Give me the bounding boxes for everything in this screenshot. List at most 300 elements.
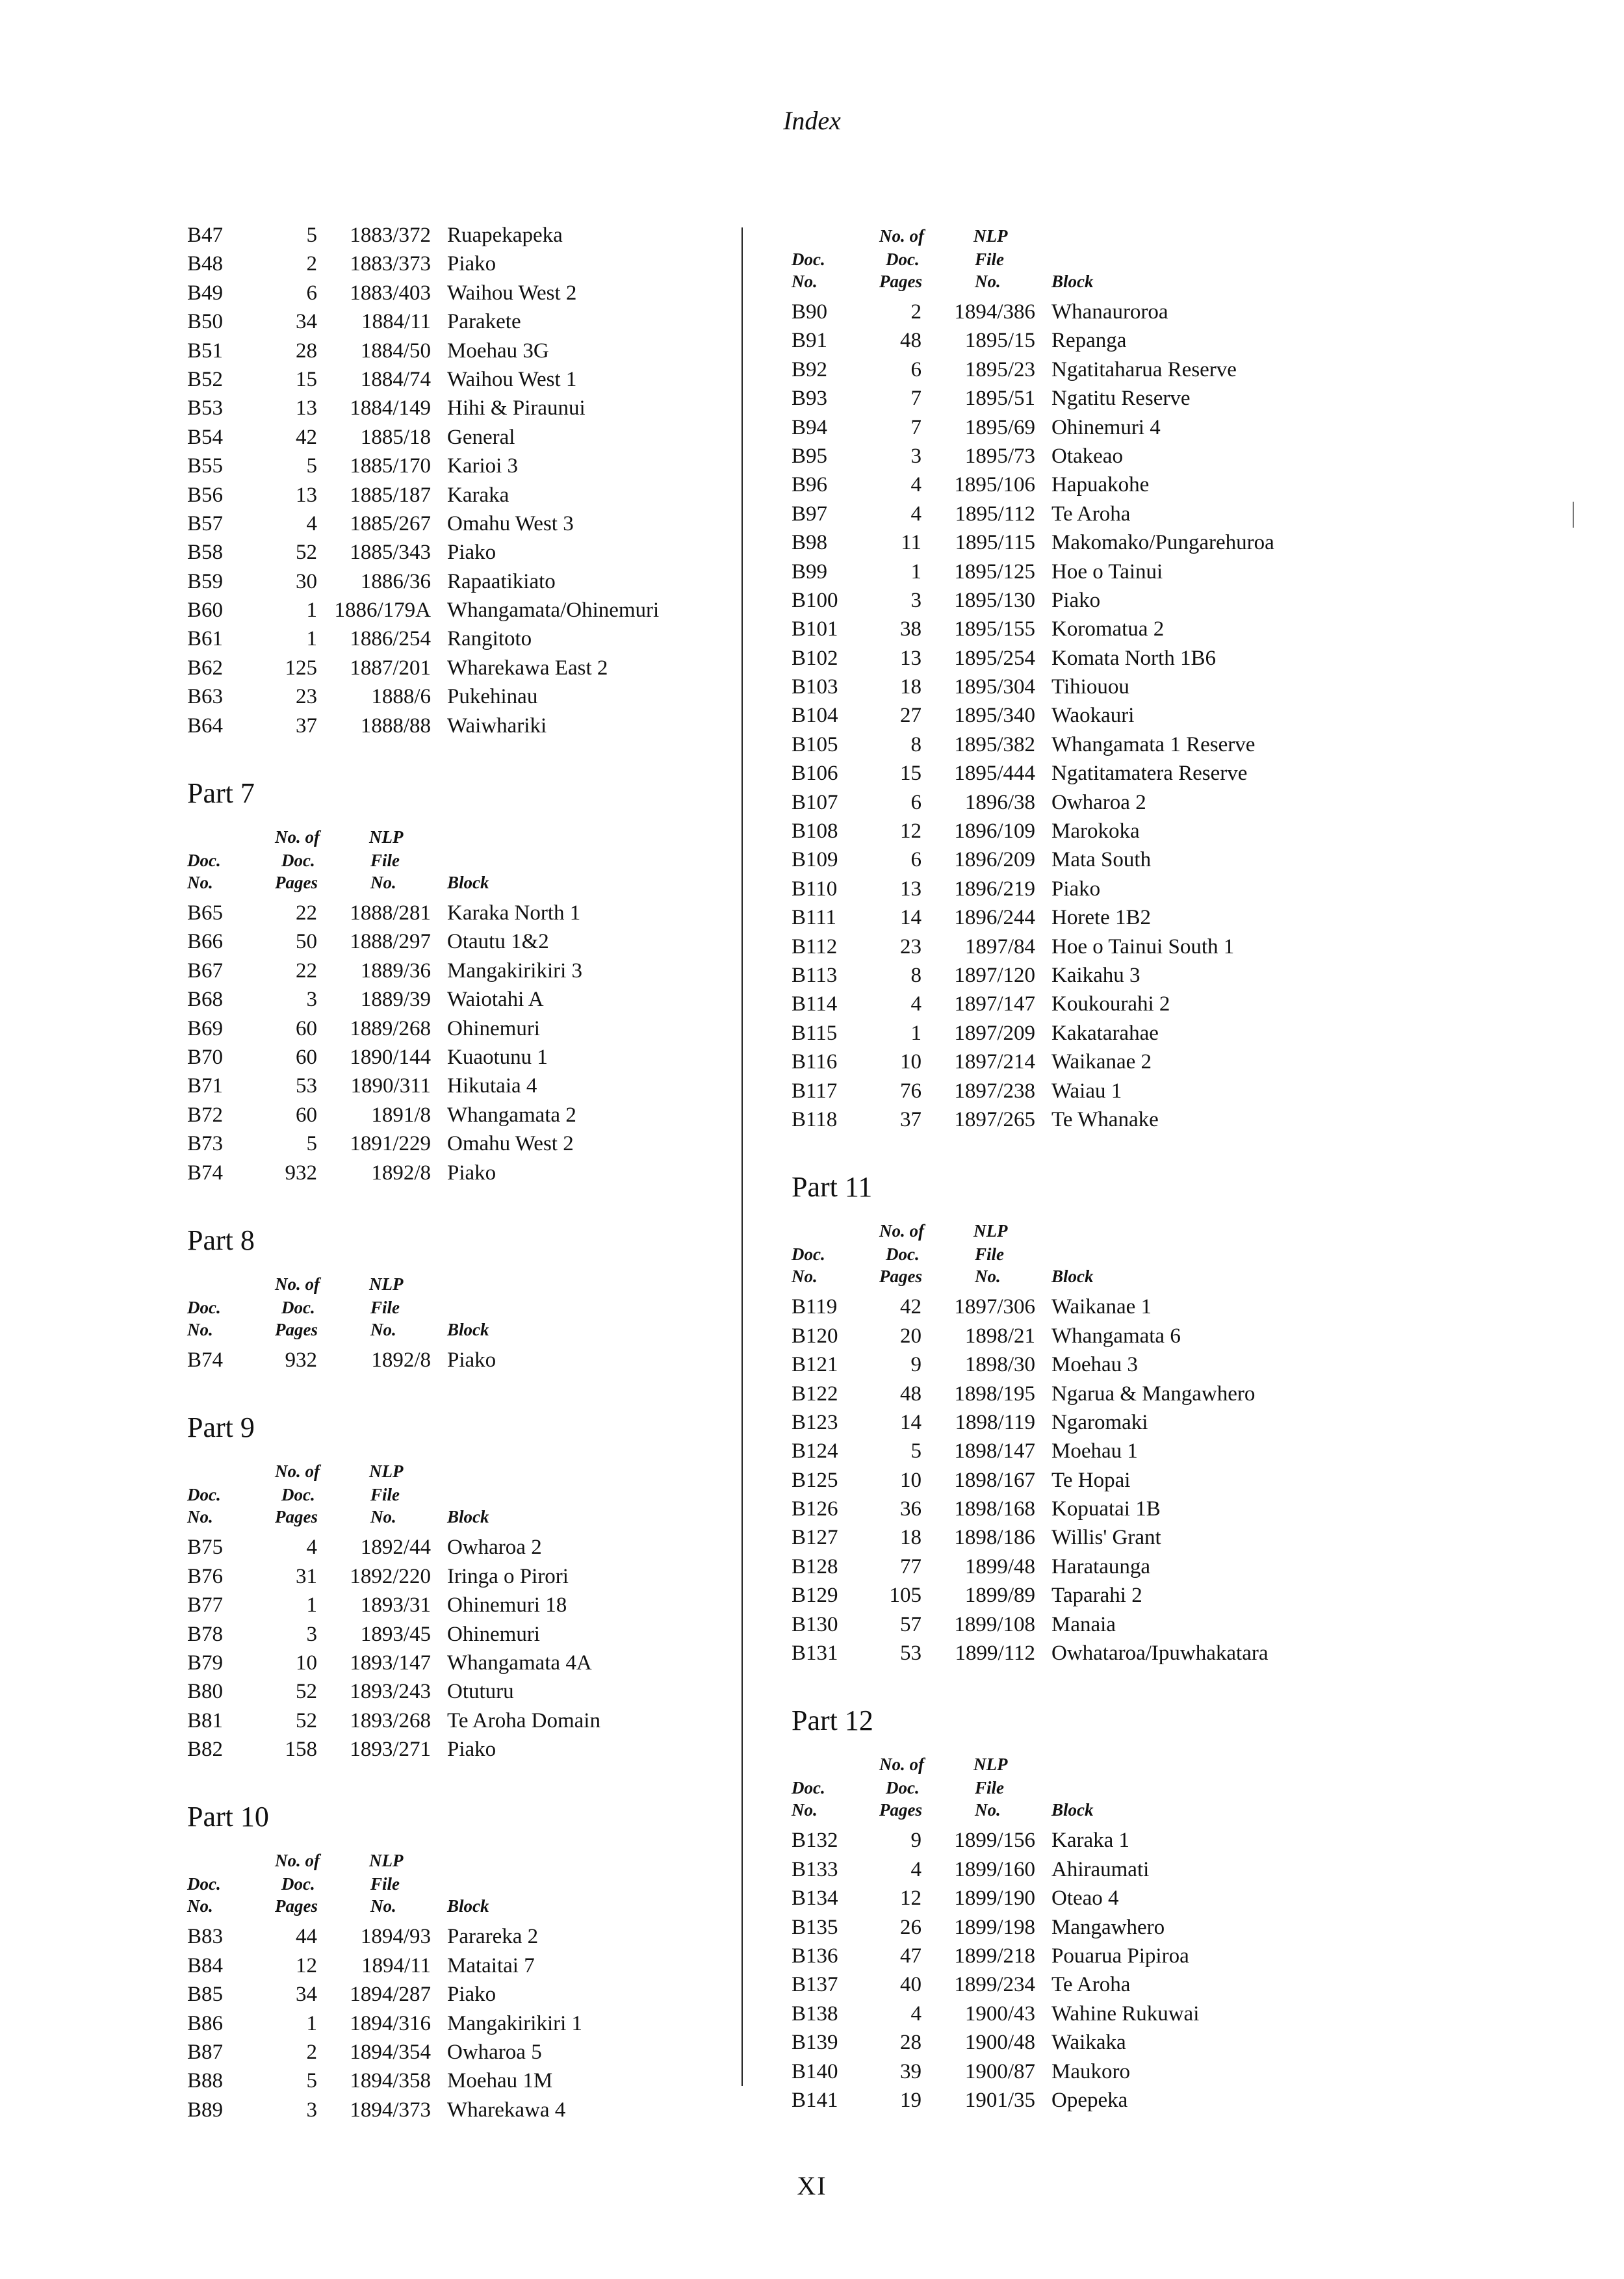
block-name: Hoe o Tainui South 1	[1051, 934, 1235, 959]
table-row	[792, 413, 1376, 442]
block-name: Rapaatikiato	[447, 569, 556, 593]
header-pages: Pages	[275, 873, 318, 893]
left-column	[187, 221, 720, 2124]
page-count: 18	[900, 1526, 922, 1550]
doc-number: B124	[792, 1439, 838, 1463]
file-number: 1901/35	[964, 2088, 1035, 2112]
page-count: 44	[296, 1925, 317, 1949]
doc-number: B127	[792, 1526, 838, 1550]
header-pages: No. of	[275, 1851, 320, 1871]
doc-number: B72	[187, 1103, 224, 1127]
doc-number: B123	[792, 1410, 838, 1434]
page-count: 60	[296, 1045, 317, 1069]
header-doc: No.	[792, 1267, 818, 1287]
block-name: Hapuakohe	[1051, 473, 1150, 497]
block-name: Parareka 2	[447, 1925, 539, 1949]
file-number: 1884/11	[361, 310, 431, 334]
page-count: 158	[285, 1738, 317, 1762]
page-count: 13	[900, 646, 922, 670]
table-row	[792, 1970, 1376, 1999]
block-name: Ngatitamatera Reserve	[1051, 762, 1248, 786]
page-count: 52	[296, 541, 317, 565]
file-number: 1895/15	[964, 329, 1035, 353]
block-name: Owhataroa/Ipuwhakatara	[1051, 1642, 1269, 1666]
block-name: Pouarua Pipiroa	[1051, 1944, 1189, 1968]
header-pages: No. of	[879, 226, 924, 246]
file-number: 1895/382	[954, 732, 1035, 756]
block-name: General	[447, 425, 515, 449]
page-count: 27	[900, 704, 922, 728]
index-list	[792, 1293, 1376, 1667]
table-row	[792, 586, 1376, 615]
file-number: 1895/125	[954, 560, 1035, 584]
block-name: Mangakirikiri 3	[447, 959, 583, 983]
table-row	[792, 1610, 1376, 1639]
doc-number: B111	[792, 906, 837, 930]
header-file: No.	[975, 1267, 1001, 1287]
file-number: 1895/155	[954, 617, 1035, 641]
doc-number: B112	[792, 934, 838, 959]
header-pages: Doc.	[281, 1297, 315, 1317]
block-name: Karaka 1	[1051, 1829, 1130, 1853]
table-row	[792, 1019, 1376, 1048]
page-count: 13	[296, 483, 317, 507]
block-name: Waiotahi A	[447, 988, 544, 1012]
file-number: 1883/403	[350, 281, 431, 305]
header-doc: No.	[792, 1800, 818, 1820]
section-title: Part 8	[187, 1224, 255, 1256]
page-count: 28	[900, 2031, 922, 2055]
page-count: 52	[296, 1708, 317, 1732]
doc-number: B83	[187, 1925, 224, 1949]
table-row	[187, 1043, 720, 1072]
file-number: 1892/8	[371, 1161, 431, 1185]
block-name: Waihou West 2	[447, 281, 577, 305]
table-row	[187, 538, 720, 567]
file-number: 1894/287	[350, 1983, 431, 2007]
table-row	[187, 452, 720, 480]
table-row	[792, 2000, 1376, 2028]
column-header	[792, 1207, 1376, 1293]
doc-number: B91	[792, 329, 828, 353]
table-row	[187, 712, 720, 740]
file-number: 1891/8	[371, 1103, 431, 1127]
block-name: Omahu West 2	[447, 1132, 574, 1156]
file-number: 1886/179A	[334, 599, 431, 623]
doc-number: B49	[187, 281, 224, 305]
block-name: Oteao 4	[1051, 1886, 1119, 1911]
block-name: Taparahi 2	[1051, 1584, 1142, 1608]
doc-number: B96	[792, 473, 828, 497]
file-number: 1885/170	[350, 454, 431, 478]
file-number: 1895/115	[955, 531, 1035, 555]
page-count: 6	[910, 357, 922, 381]
file-number: 1894/316	[350, 2011, 431, 2035]
table-row	[187, 682, 720, 711]
page-count: 42	[296, 425, 317, 449]
block-name: Willis' Grant	[1051, 1526, 1161, 1550]
block-name: Makomako/Pungarehuroa	[1051, 531, 1274, 555]
table-row	[187, 221, 720, 250]
file-number: 1900/48	[964, 2031, 1035, 2055]
section-title: Part 11	[792, 1171, 873, 1204]
block-name: Parakete	[447, 310, 521, 334]
index-list	[187, 221, 720, 740]
index-list	[187, 899, 720, 1187]
doc-number: B135	[792, 1915, 838, 1939]
table-row	[187, 1562, 720, 1591]
index-list	[792, 1826, 1376, 2115]
doc-number: B138	[792, 2002, 838, 2026]
table-row	[792, 1523, 1376, 1552]
page-count: 28	[296, 339, 317, 363]
table-row	[187, 567, 720, 596]
page-count: 2	[306, 2041, 317, 2065]
doc-number: B65	[187, 901, 224, 925]
doc-number: B67	[187, 959, 224, 983]
doc-number: B136	[792, 1944, 838, 1968]
page-count: 47	[900, 1944, 922, 1968]
block-name: Hoe o Tainui	[1051, 560, 1163, 584]
block-name: Owharoa 2	[1051, 790, 1146, 814]
doc-number: B77	[187, 1593, 224, 1617]
header-file: File	[370, 851, 400, 871]
header-doc: Doc.	[792, 250, 825, 269]
file-number: 1898/30	[964, 1353, 1035, 1377]
table-row	[187, 365, 720, 394]
table-row	[792, 384, 1376, 413]
table-row	[792, 528, 1376, 557]
table-row	[792, 2028, 1376, 2057]
file-number: 1885/187	[350, 483, 431, 507]
file-number: 1894/373	[350, 2098, 431, 2122]
file-number: 1897/209	[954, 1021, 1035, 1045]
file-number: 1890/144	[350, 1045, 431, 1069]
table-row	[792, 2057, 1376, 2086]
file-number: 1884/149	[350, 396, 431, 420]
block-name: Mata South	[1051, 848, 1152, 872]
doc-number: B132	[792, 1829, 838, 1853]
table-row	[792, 500, 1376, 528]
page-count: 14	[900, 906, 922, 930]
page-count: 40	[900, 1973, 922, 1997]
file-number: 1884/50	[360, 339, 431, 363]
file-number: 1893/45	[360, 1622, 431, 1646]
file-number: 1885/18	[360, 425, 431, 449]
page-count: 57	[900, 1612, 922, 1636]
table-row	[792, 1048, 1376, 1076]
page-count: 4	[306, 511, 317, 535]
page-count: 48	[900, 329, 922, 353]
doc-number: B74	[187, 1161, 224, 1185]
file-number: 1893/268	[350, 1708, 431, 1732]
file-number: 1889/39	[360, 988, 431, 1012]
file-number: 1888/6	[371, 685, 431, 709]
block-name: Owharoa 2	[447, 1536, 542, 1560]
file-number: 1894/386	[954, 300, 1035, 324]
file-number: 1896/209	[954, 848, 1035, 872]
table-row	[792, 1350, 1376, 1379]
block-name: Piako	[1051, 588, 1101, 612]
doc-number: B71	[187, 1074, 224, 1098]
header-block: Block	[447, 1896, 489, 1916]
block-name: Ohinemuri 18	[447, 1593, 567, 1617]
page-count: 15	[296, 367, 317, 391]
block-name: Kakatarahae	[1051, 1021, 1159, 1045]
block-name: Waokauri	[1051, 704, 1135, 728]
table-row	[792, 730, 1376, 759]
page-count: 1	[306, 599, 317, 623]
file-number: 1892/220	[350, 1564, 431, 1588]
page-count: 105	[889, 1584, 922, 1608]
table-row	[187, 307, 720, 336]
header-file: No.	[370, 1319, 396, 1339]
doc-number: B103	[792, 675, 838, 699]
doc-number: B110	[792, 877, 838, 901]
file-number: 1896/219	[954, 877, 1035, 901]
header-pages: Pages	[879, 1267, 922, 1287]
table-row	[187, 2009, 720, 2038]
block-name: Karioi 3	[447, 454, 519, 478]
page-count: 22	[296, 901, 317, 925]
block-name: Koukourahi 2	[1051, 992, 1170, 1016]
block-name: Ngatitaharua Reserve	[1051, 357, 1237, 381]
page-count: 37	[296, 714, 317, 738]
section-title: Part 12	[792, 1705, 873, 1737]
page-count: 20	[900, 1324, 922, 1348]
file-number: 1900/43	[964, 2002, 1035, 2026]
page-count: 4	[306, 1536, 317, 1560]
file-number: 1898/195	[954, 1382, 1035, 1406]
doc-number: B88	[187, 2069, 224, 2093]
page-count: 5	[306, 2069, 317, 2093]
header-file: NLP	[973, 226, 1008, 246]
file-number: 1891/229	[350, 1132, 431, 1156]
page-count: 7	[910, 415, 922, 439]
page-count: 12	[296, 1953, 317, 1977]
block-name: Te Hopai	[1051, 1468, 1131, 1492]
section-title: Part 7	[187, 777, 255, 810]
doc-number: B98	[792, 531, 828, 555]
header-pages: Pages	[879, 1800, 922, 1820]
block-name: Kuaotunu 1	[447, 1045, 548, 1069]
header-pages: No. of	[275, 1274, 320, 1294]
page-count: 36	[900, 1497, 922, 1521]
column-header	[187, 813, 720, 899]
page-count: 23	[296, 685, 317, 709]
page-count: 5	[306, 454, 317, 478]
doc-number: B74	[187, 1348, 224, 1372]
table-row	[187, 1014, 720, 1043]
doc-number: B140	[792, 2059, 838, 2083]
file-number: 1894/93	[360, 1925, 431, 1949]
table-row	[187, 1951, 720, 1980]
table-row	[792, 990, 1376, 1018]
table-row	[792, 1884, 1376, 1912]
doc-number: B128	[792, 1554, 838, 1578]
doc-number: B87	[187, 2041, 224, 2065]
file-number: 1893/243	[350, 1680, 431, 1704]
page-count: 12	[900, 1886, 922, 1911]
block-name: Iringa o Pirori	[447, 1564, 569, 1588]
table-row	[187, 1129, 720, 1158]
block-name: Ohinemuri 4	[1051, 415, 1161, 439]
table-row	[187, 337, 720, 365]
doc-number: B106	[792, 762, 838, 786]
file-number: 1897/265	[954, 1107, 1035, 1131]
doc-number: B64	[187, 714, 224, 738]
page-count: 8	[910, 963, 922, 987]
file-number: 1895/73	[964, 444, 1035, 468]
block-name: Whangamata 4A	[447, 1651, 592, 1675]
table-row	[792, 1408, 1376, 1437]
block-name: Karaka	[447, 483, 509, 507]
doc-number: B47	[187, 224, 224, 247]
block-name: Koromatua 2	[1051, 617, 1165, 641]
file-number: 1898/167	[954, 1468, 1035, 1492]
block-name: Otakeao	[1051, 444, 1123, 468]
header-file: No.	[370, 873, 396, 893]
file-number: 1898/21	[964, 1324, 1035, 1348]
doc-number: B101	[792, 617, 838, 641]
page-count: 13	[296, 396, 317, 420]
block-name: Hikutaia 4	[447, 1074, 537, 1098]
file-number: 1895/69	[964, 415, 1035, 439]
table-row	[187, 957, 720, 985]
table-row	[792, 1437, 1376, 1465]
doc-number: B48	[187, 252, 224, 276]
header-doc: No.	[792, 272, 818, 291]
table-row	[792, 1942, 1376, 1970]
block-name: Ngatitu Reserve	[1051, 387, 1191, 411]
table-row	[187, 1533, 720, 1562]
doc-number: B52	[187, 367, 224, 391]
page-count: 3	[306, 1622, 317, 1646]
block-name: Repanga	[1051, 329, 1127, 353]
file-number: 1899/198	[954, 1915, 1035, 1939]
doc-number: B126	[792, 1497, 838, 1521]
doc-number: B119	[792, 1295, 838, 1319]
table-row	[792, 845, 1376, 874]
file-number: 1884/74	[360, 367, 431, 391]
header-doc: Doc.	[187, 851, 221, 871]
file-number: 1895/340	[954, 704, 1035, 728]
doc-number: B95	[792, 444, 828, 468]
page-count: 23	[900, 934, 922, 959]
file-number: 1883/373	[350, 252, 431, 276]
page-count: 30	[296, 569, 317, 593]
doc-number: B54	[187, 425, 224, 449]
table-row	[187, 596, 720, 624]
table-row	[187, 394, 720, 422]
file-number: 1885/343	[350, 541, 431, 565]
page-count: 26	[900, 1915, 922, 1939]
file-number: 1899/190	[954, 1886, 1035, 1911]
file-number: 1890/311	[350, 1074, 431, 1098]
page-count: 42	[900, 1295, 922, 1319]
page-count: 1	[306, 2011, 317, 2035]
block-name: Piako	[447, 1738, 496, 1762]
doc-number: B116	[792, 1050, 838, 1074]
table-row	[187, 1346, 720, 1374]
table-row	[792, 1293, 1376, 1321]
header-block: Block	[447, 873, 489, 893]
header-doc: No.	[187, 1507, 213, 1527]
table-row	[792, 701, 1376, 730]
doc-number: B115	[792, 1021, 838, 1045]
table-row	[187, 2067, 720, 2095]
doc-number: B90	[792, 300, 828, 324]
table-row	[792, 442, 1376, 470]
index-list	[187, 1346, 720, 1374]
block-name: Moehau 3G	[447, 339, 549, 363]
block-name: Piako	[447, 252, 496, 276]
header-pages: No. of	[275, 1461, 320, 1482]
block-name: Waikanae 2	[1051, 1050, 1152, 1074]
page-count: 1	[306, 627, 317, 651]
doc-number: B133	[792, 1857, 838, 1881]
table-row	[792, 355, 1376, 384]
page-count: 39	[900, 2059, 922, 2083]
page-count: 8	[910, 732, 922, 756]
doc-number: B92	[792, 357, 828, 381]
file-number: 1895/254	[954, 646, 1035, 670]
header-pages: No. of	[879, 1221, 924, 1241]
table-row	[792, 673, 1376, 701]
doc-number: B78	[187, 1622, 224, 1646]
file-number: 1900/87	[964, 2059, 1035, 2083]
block-name: Pukehinau	[447, 685, 538, 709]
table-row	[792, 817, 1376, 845]
block-name: Whangamata/Ohinemuri	[447, 599, 660, 623]
file-number: 1897/84	[964, 934, 1035, 959]
doc-number: B56	[187, 483, 224, 507]
table-row	[187, 250, 720, 278]
table-row	[792, 1466, 1376, 1495]
block-name: Hihi & Piraunui	[447, 396, 586, 420]
page-count: 34	[296, 310, 317, 334]
file-number: 1895/23	[964, 357, 1035, 381]
page-number: XI	[797, 2171, 827, 2200]
page-count: 4	[910, 992, 922, 1016]
doc-number: B104	[792, 704, 838, 728]
table-row	[792, 615, 1376, 643]
block-name: Komata North 1B6	[1051, 646, 1216, 670]
table-row	[792, 298, 1376, 326]
header-file: File	[370, 1297, 400, 1317]
block-name: Whangamata 2	[447, 1103, 576, 1127]
margin-mark	[1573, 502, 1574, 528]
doc-number: B105	[792, 732, 838, 756]
column-header	[792, 212, 1376, 298]
header-doc: Doc.	[792, 1778, 825, 1798]
block-name: Otautu 1&2	[447, 930, 549, 954]
file-number: 1894/11	[361, 1953, 431, 1977]
table-row	[187, 423, 720, 452]
file-number: 1897/306	[954, 1295, 1035, 1319]
doc-number: B50	[187, 310, 224, 334]
header-pages: Doc.	[281, 1874, 315, 1894]
block-name: Karaka North 1	[447, 901, 581, 925]
table-row	[792, 2086, 1376, 2115]
file-number: 1887/201	[350, 656, 431, 680]
header-file: No.	[975, 272, 1001, 291]
header-pages: No. of	[879, 1755, 924, 1775]
file-number: 1895/51	[964, 387, 1035, 411]
header-pages: Pages	[275, 1896, 318, 1916]
column-header	[187, 1836, 720, 1922]
table-row	[187, 654, 720, 682]
